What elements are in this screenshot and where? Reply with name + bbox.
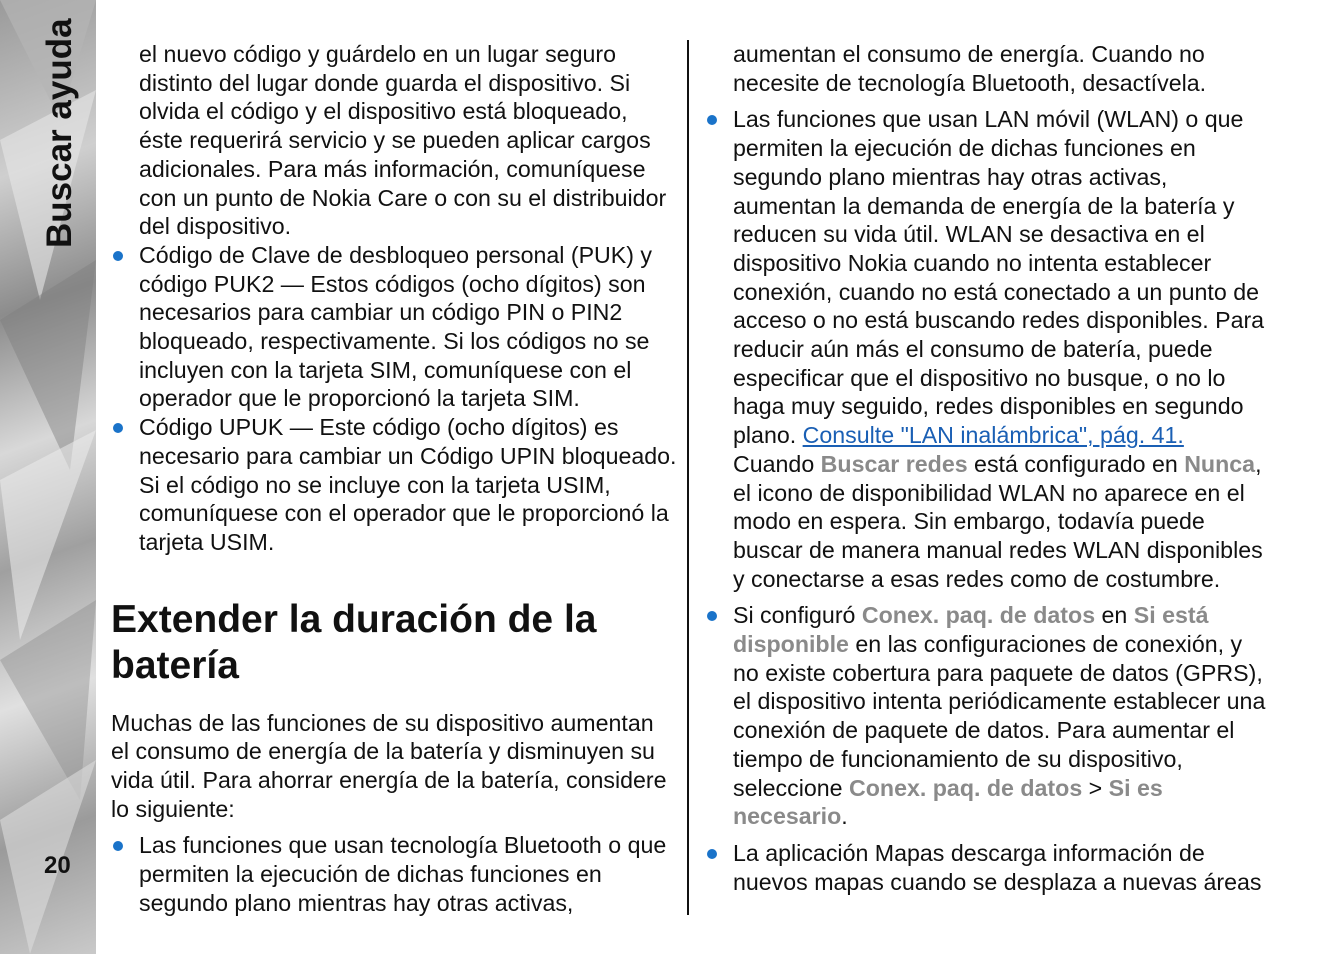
right-column [705,40,1271,896]
maps-bullet [705,839,1271,896]
sidebar [0,0,96,954]
puk-text: Código de Clave de desbloqueo personal (PUK) y código PUK2 — Estos códigos (ocho dígitos) son necesarios para cambiar un código PIN o PIN2 bloqueado, respectivamente. Si los códigos no se incluyen con la tarjeta SIM, comuníquese con el operador que le proporcionó la tarjeta SIM. [139,241,653,412]
ui-term-si-esta-disponible: Si está disponible [733,602,1209,658]
bullet-dot-icon [707,611,717,621]
ui-term-nunca: Nunca [1184,450,1256,477]
upuk-bullet [111,413,677,557]
bullet-dot-icon [113,841,123,851]
upuk-text: Código UPUK — Este código (ocho dígitos) es necesario para cambiar un Código UPIN bloqueado. Si el código no se incluye con la tarjeta USIM, comuníquese con el operador que le proporcionó la tarjeta USIM. [139,414,677,555]
bullet-dot-icon [113,251,123,261]
gprs-text-a: Si configuró [733,602,862,629]
wlan-text-d: , el icono de disponibilidad WLAN no aparece en el modo en espera. Sin embargo, todavía puede buscar de manera manual redes WLAN disponibles y conectarse a esas redes como de costumbre. [733,450,1263,592]
bullet-dot-icon [707,849,717,859]
maps-text: La aplicación Mapas descarga información de nuevos mapas cuando se desplaza a nuevas áreas [733,839,1262,895]
left-column [111,40,677,918]
gprs-text-b: en [1095,602,1134,629]
gprs-bullet [705,601,1271,831]
bullet-dot-icon [707,115,717,125]
page-number: 20 [44,852,71,879]
wlan-text-a: Las funciones que usan LAN móvil (WLAN) o que permiten la ejecución de dichas funciones en segundo plano mientras hay otras activas, aumentan la demanda de energía de la batería y reducen su vida útil. WLAN se desactiva en el dispositivo Nokia cuando no intenta establecer conexión, cuando no está conectado a un punto de acceso o no está buscando redes disponibles. Para reducir aún más el consumo de batería, puede especificar que el dispositivo no busque, o no lo haga muy seguido, redes disponibles en segundo plano. [733,106,1265,449]
gprs-text-d: . [841,803,848,830]
bluetooth-continued: aumentan el consumo de energía. Cuando no necesite de tecnología Bluetooth, desactívela. [733,41,1207,96]
menu-separator: > [1082,774,1109,801]
bluetooth-bullet [111,831,677,917]
ui-term-si-es-necesario: Si es necesario [733,774,1163,830]
ui-term-conex-paq: Conex. paq. de datos [861,602,1096,629]
gprs-text-c: en las configuraciones de conexión, y no existe cobertura para paquete de datos (GPRS), el dispositivo intenta periódicamente establecer una conexión de paquete de datos. Para aumentar el tiempo de funcionamiento de su dispositivo, seleccione [733,631,1266,801]
puk-bullet [111,241,677,413]
wlan-text-b: Cuando [733,450,821,477]
column-divider [687,40,689,915]
ui-term-conex-paq-2: Conex. paq. de datos [849,774,1083,801]
ui-term-buscar-redes: Buscar redes [820,450,968,477]
intro-paragraph: Muchas de las funciones de su dispositivo aumentan el consumo de energía de la batería y disminuyen su vida útil. Para ahorrar energía de la batería, considere lo siguiente: [111,709,667,822]
section-heading: Extender la duración de la batería [111,597,597,687]
code-storage-paragraph: el nuevo código y guárdelo en un lugar seguro distinto del lugar donde guarda el dispositivo. Si olvida el código y el dispositivo está bloqueado, éste requerirá servicio y se pueden aplicar cargos adicionales. Para más información, comuníquese con un punto de Nokia Care o con su el distribuidor del dispositivo. [139,41,667,240]
section-title: Buscar ayuda [40,18,79,248]
bluetooth-text: Las funciones que usan tecnología Bluetooth o que permiten la ejecución de dichas funciones en segundo plano mientras hay otras activas, [139,832,667,916]
wlan-bullet [705,105,1271,593]
wlan-link[interactable]: Consulte "LAN inalámbrica", pág. 41. [802,422,1184,449]
bullet-dot-icon [113,423,123,433]
wlan-text-c: está configurado en [967,450,1185,477]
